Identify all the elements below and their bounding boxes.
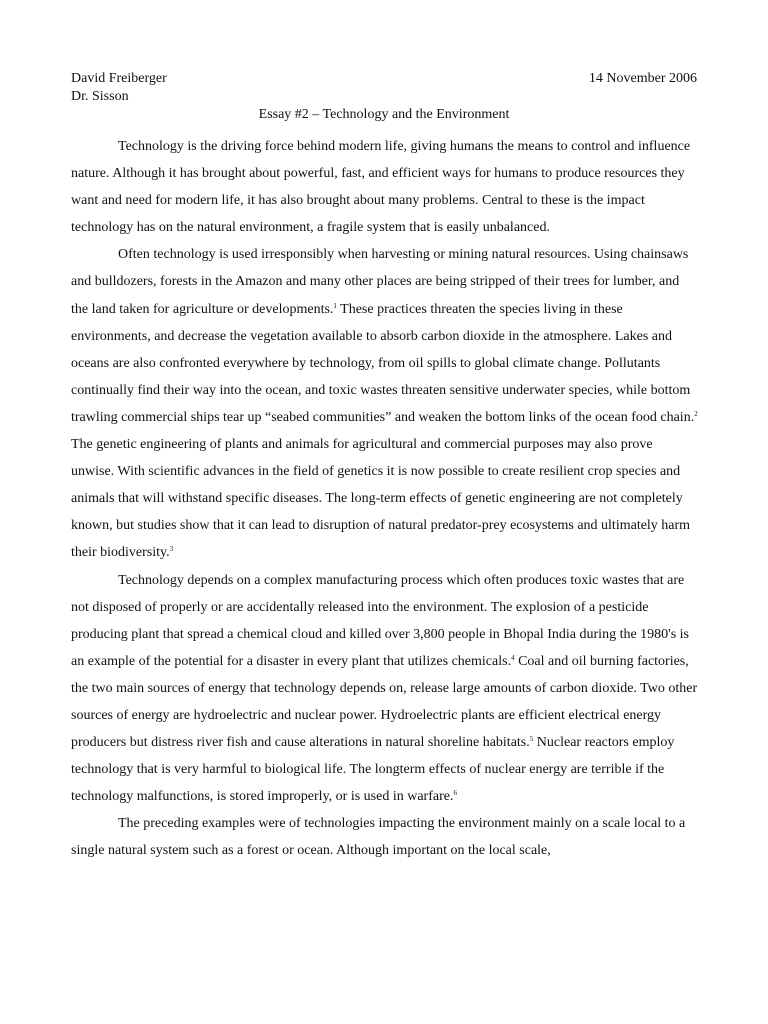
paragraph [71,810,699,864]
footnote-marker: 6 [453,789,457,798]
essay-body [71,133,699,865]
footnote-marker: 4 [511,653,515,662]
paragraph-text: Technology depends on a complex manufacturing process which often produces toxic wastes that are not disposed of properly or are accidentally released into the environment. The explosion of a pesticide producing plant that spread a chemical cloud and killed over 3,800 people in Bhopal India during the 1980's is an example of the potential for a disaster in every plant that utilizes chemicals. [71,572,689,669]
paragraph-text: The preceding examples were of technologies impacting the environment mainly on a scale local to a single natural system such as a forest or ocean. Although important on the local scale, [71,816,686,859]
paragraph [71,567,699,811]
instructor-name: Dr. Sisson [71,89,129,104]
footnote-marker: 3 [169,545,174,554]
paragraph [71,241,699,566]
paragraph [71,133,699,241]
author-name: David Freiberger [71,71,167,86]
paragraph-text: These practices threaten the species living in these environments, and decrease the vegetation available to absorb carbon dioxide in the atmosphere. Lakes and oceans are also confronted everywhere by technology, from oil spills to global climate change. Pollutants continually find their way into the ocean, and toxic wastes threaten sensitive underwater species, while bottom trawling commercial ships tear up “seabed communities” and weaken the bottom links of the ocean food chain. [71,301,695,425]
paragraph-text: Nuclear reactors employ technology that is very harmful to biological life. The longterm effects of nuclear energy are terrible if the technology malfunctions, is stored improperly, or is used in warfare. [71,735,675,805]
footnote-marker: 2 [694,409,698,418]
essay-date: 14 November 2006 [588,71,697,86]
paragraph-text: Technology is the driving force behind modern life, giving humans the means to control and influence nature. Although it has brought about powerful, fast, and efficient ways for humans to produce resources they want and need for modern life, it has also brought about many problems. Central to these is the impact technology has on the natural environment, a fragile system that is easily unbalanced. [71,139,691,236]
footnote-marker: 1 [333,301,337,310]
paragraph-text: Often technology is used irresponsibly when harvesting or mining natural resources. Using chainsaws and bulldozers, forests in the Amazon and many other places are being stripped of their trees for lumber, and the land taken for agriculture or developments. [71,247,689,317]
header-row [71,71,697,89]
paragraph-text: The genetic engineering of plants and animals for agricultural and commercial purposes may also prove unwise. With scientific advances in the field of genetics it is now possible to create resilient crop species and animals that will withstand specific diseases. The long-term effects of genetic engineering are not completely known, but studies show that it can lead to disruption of natural predator-prey ecosystems and ultimately harm their biodiversity. [71,437,691,561]
paragraph-text: Coal and oil burning factories, the two main sources of energy that technology depends on, release large amounts of carbon dioxide. Two other sources of energy are hydroelectric and nuclear power. Hydroelectric plants are efficient electrical energy producers but distress river fish and cause alterations in natural shoreline habitats. [71,653,698,751]
footnote-marker: 5 [529,735,534,744]
essay-title: Essay #2 – Technology and the Environment [258,107,510,122]
